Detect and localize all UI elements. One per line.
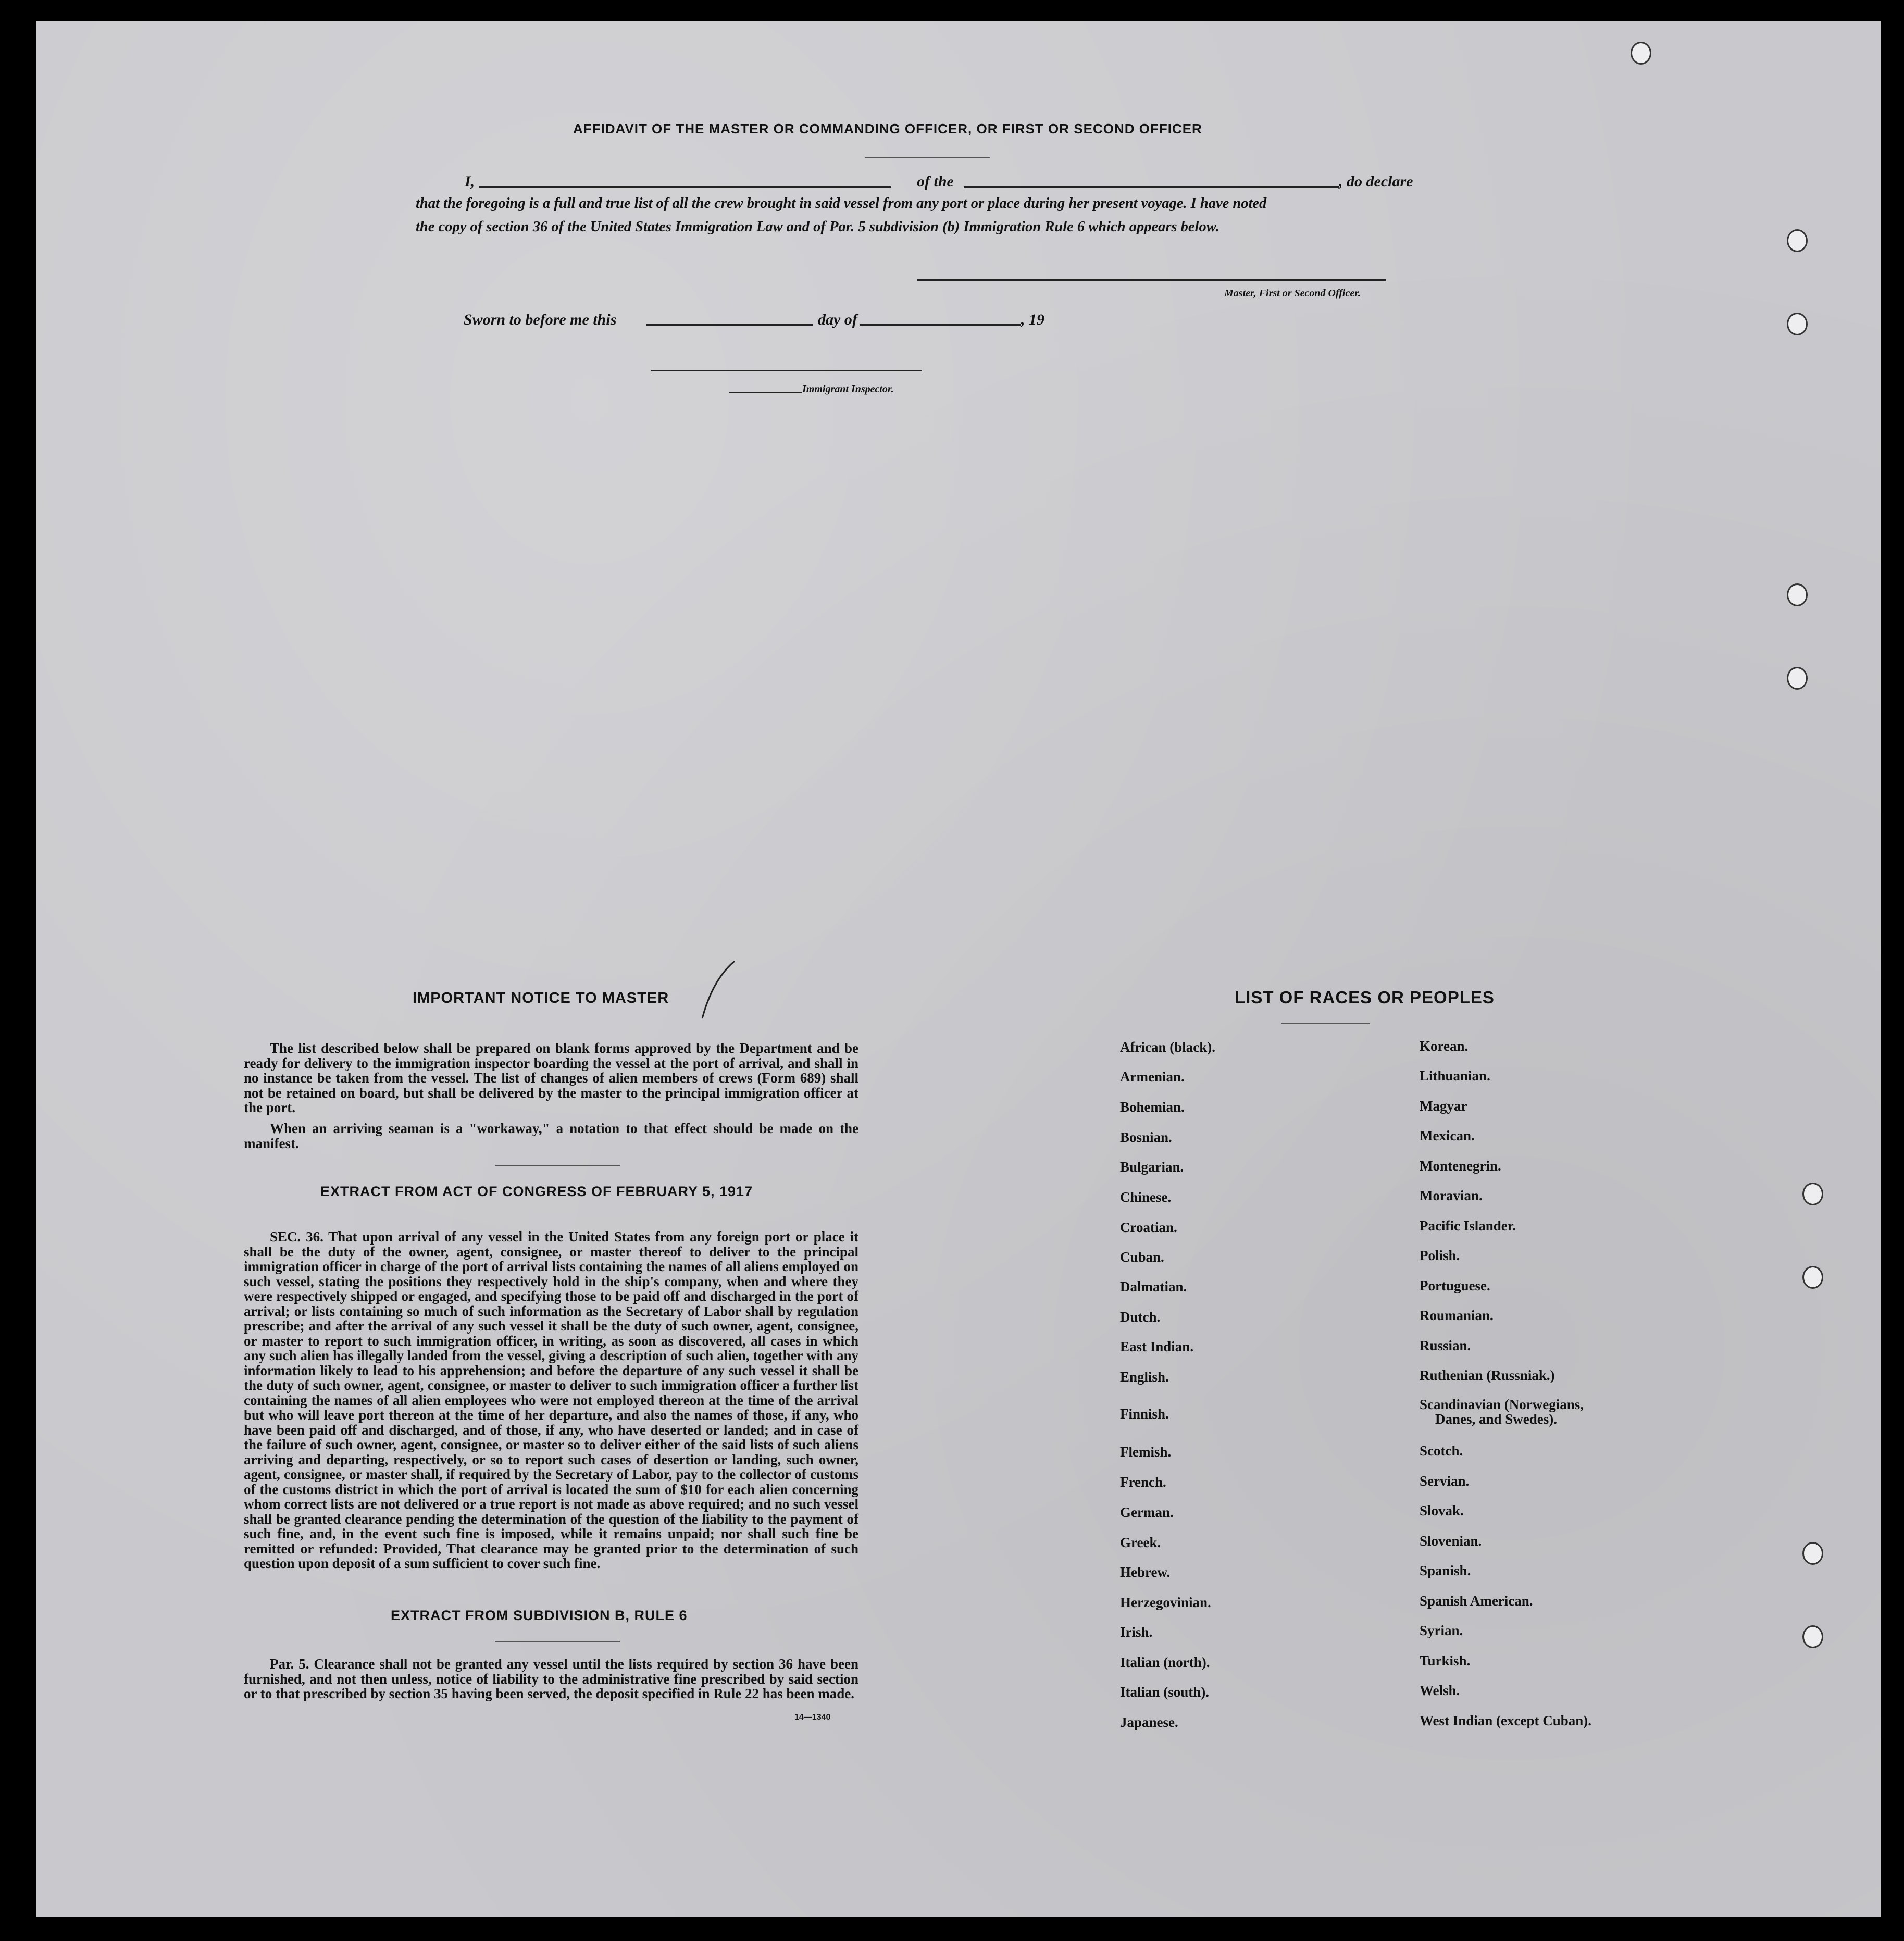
extract-act-title: EXTRACT FROM ACT OF CONGRESS OF FEBRUARY 5, 1917 — [320, 1184, 753, 1199]
race-item: Russian. — [1420, 1338, 1471, 1353]
race-item: Lithuanian. — [1420, 1068, 1490, 1084]
binder-hole — [1802, 1266, 1823, 1289]
race-item: Turkish. — [1420, 1653, 1471, 1669]
race-item: West Indian (except Cuban). — [1420, 1713, 1592, 1728]
races-divider — [1281, 1023, 1370, 1024]
race-item: Armenian. — [1120, 1069, 1185, 1085]
race-item: Moravian. — [1420, 1188, 1483, 1203]
race-item: Servian. — [1420, 1473, 1470, 1489]
race-item: Irish. — [1120, 1624, 1153, 1640]
affidavit-title: AFFIDAVIT OF THE MASTER OR COMMANDING OFFICER, OR FIRST OR SECOND OFFICER — [573, 121, 1202, 136]
race-item: East Indian. — [1120, 1339, 1194, 1354]
sworn-month-field[interactable] — [860, 324, 1021, 326]
affidavit-line-3: the copy of section 36 of the United States Immigration Law and of Par. 5 subdivision (b) Immigration Rule 6 which appears below. — [416, 219, 1219, 235]
race-item: Syrian. — [1420, 1623, 1463, 1638]
affidavit-of-the-label: of the — [917, 173, 954, 190]
race-item: Cuban. — [1120, 1249, 1164, 1265]
race-item: Korean. — [1420, 1038, 1469, 1054]
notice-paragraph-1 — [244, 1041, 858, 1115]
extract-rule-title: EXTRACT FROM SUBDIVISION B, RULE 6 — [391, 1608, 688, 1623]
race-item-cont: Danes, and Swedes). — [1435, 1411, 1558, 1427]
sworn-label: Sworn to before me this — [464, 311, 617, 328]
race-item: German. — [1120, 1504, 1174, 1520]
race-item: Roumanian. — [1420, 1308, 1494, 1323]
extract-rule-divider — [495, 1641, 620, 1642]
race-item: Bohemian. — [1120, 1099, 1185, 1115]
inspector-label: Immigrant Inspector. — [802, 383, 894, 395]
title-divider — [865, 157, 990, 158]
binder-hole — [1631, 42, 1651, 65]
vessel-name-field[interactable] — [964, 186, 1339, 188]
race-item: Ruthenian (Russniak.) — [1420, 1367, 1555, 1383]
binder-hole — [1802, 1183, 1823, 1205]
race-item: Finnish. — [1120, 1406, 1169, 1422]
binder-hole — [1802, 1625, 1823, 1648]
extract-rule-body: Par. 5. Clearance shall not be granted any vessel until the lists required by section 36 have been furnished, and not then unless, notice of liability to the administrative fine prescribed by said section or to that prescribed by section 35 having been served, the deposit specified in Rule 22 has been made. — [244, 1656, 858, 1701]
race-item: Polish. — [1420, 1248, 1460, 1263]
race-item: Spanish American. — [1420, 1593, 1533, 1609]
master-signature-line[interactable] — [917, 279, 1386, 281]
race-item: Croatian. — [1120, 1220, 1177, 1235]
sworn-year-label: , 19 — [1021, 311, 1044, 328]
race-item: Welsh. — [1420, 1683, 1460, 1698]
race-item: Scandinavian (Norwegians, — [1420, 1397, 1584, 1412]
race-item: Slovak. — [1420, 1503, 1464, 1519]
inspector-signature-line[interactable] — [651, 370, 922, 371]
race-item: African (black). — [1120, 1039, 1215, 1055]
declarant-name-field[interactable] — [479, 186, 891, 188]
binder-hole — [1787, 229, 1808, 252]
notice-paragraph-1-text: The list described below shall be prepared on blank forms approved by the Department and be ready for delivery to the immigration inspector boarding the vessel at the port of arrival, and shall in no instance be taken from the vessel. The list of changes of alien members of crews (Form 689) shall not be retained on board, but shall be delivered by the master to the principal immigration officer at the port. — [244, 1040, 858, 1115]
master-signature-label: Master, First or Second Officer. — [1224, 288, 1361, 299]
pen-mark — [698, 959, 740, 1021]
race-item: Montenegrin. — [1420, 1158, 1501, 1174]
inspector-prefix-line — [729, 392, 802, 393]
race-item: Italian (south). — [1120, 1684, 1210, 1700]
binder-hole — [1787, 583, 1808, 606]
notice-paragraph-2-text: When an arriving seaman is a "workaway," a notation to that effect should be made on the manifest. — [244, 1121, 858, 1151]
binder-hole — [1802, 1542, 1823, 1565]
race-item: Bosnian. — [1120, 1129, 1172, 1145]
race-item: Mexican. — [1420, 1128, 1475, 1143]
extract-rule-text — [244, 1657, 858, 1701]
race-item: Magyar — [1420, 1098, 1467, 1114]
race-item: Chinese. — [1120, 1189, 1172, 1205]
race-item: Italian (north). — [1120, 1654, 1210, 1670]
race-item: English. — [1120, 1369, 1169, 1385]
extract-act-body: SEC. 36. That upon arrival of any vessel in the United States from any foreign port or place it shall be the duty of the owner, agent, consignee, or master thereof to deliver to the principal immigration officer in charge of the port of arrival lists containing the names of all aliens employed on such vessel, stating the positions they respectively hold in the ship's company, when and where they were respectively shipped or engaged, and specifying those to be paid off and discharged in the port of arrival; or lists containing so much of such information as the Secretary of Labor shall by regulation prescribe; and after the arrival of any such vessel it shall be the duty of such owner, agent, consignee, or master to report to such immigration officer, in writing, as soon as discovered, all cases in which any such alien has illegally landed from the vessel, giving a description of such alien, together with any information likely to lead to his apprehension; and before the departure of any such vessel it shall be the duty of such owner, agent, consignee, or master to deliver to such immigration officer a further list containing the names of all alien employees who were not employed thereon at the time of the arrival but who will leave port thereon at the time of her departure, and also the names of those, if any, who have been paid off and discharged, and of those, if any, who have deserted or landed; and in case of the failure of such owner, agent, consignee, or master so to deliver either of the said lists of such aliens arriving and departing, respectively, or so to report such cases of desertion or landing, such owner, agent, consignee, or master shall, if required by the Secretary of Labor, pay to the collector of customs of the customs district in which the port of arrival is located the sum of $10 for each alien concerning whom correct lists are not delivered or a true report is not made as above required; and no such vessel shall be granted clearance pending the determination of the question of the liability to the payment of such fine, and, in the event such fine is imposed, while it remains unpaid; nor shall such fine be remitted or refunded: Provided, That clearance may be granted prior to the determination of such question upon deposit of a sum sufficient to cover such fine. — [244, 1229, 858, 1571]
notice-paragraph-2 — [244, 1121, 858, 1151]
race-item: Japanese. — [1120, 1714, 1178, 1730]
race-item: Greek. — [1120, 1535, 1161, 1550]
notice-divider — [495, 1165, 620, 1166]
form-number: 14—1340 — [794, 1713, 831, 1722]
race-item: Dalmatian. — [1120, 1279, 1187, 1295]
extract-act-text — [244, 1229, 858, 1571]
race-item: Spanish. — [1420, 1563, 1471, 1578]
race-item: French. — [1120, 1474, 1166, 1490]
race-item: Slovenian. — [1420, 1533, 1482, 1549]
affidavit-i-label: I, — [465, 173, 475, 190]
race-item: Scotch. — [1420, 1443, 1463, 1459]
race-item: Flemish. — [1120, 1444, 1172, 1460]
binder-hole — [1787, 667, 1808, 690]
race-item: Portuguese. — [1420, 1278, 1490, 1293]
sworn-day-field[interactable] — [646, 324, 813, 326]
race-item: Hebrew. — [1120, 1564, 1171, 1580]
race-item: Pacific Islander. — [1420, 1218, 1516, 1234]
binder-hole — [1787, 313, 1808, 335]
race-item: Bulgarian. — [1120, 1159, 1184, 1175]
sworn-day-of-label: day of — [818, 311, 857, 328]
document-page — [36, 21, 1881, 1917]
notice-title: IMPORTANT NOTICE TO MASTER — [413, 990, 669, 1006]
affidavit-declare-label: , do declare — [1339, 173, 1413, 190]
race-item: Dutch. — [1120, 1309, 1161, 1325]
affidavit-line-2: that the foregoing is a full and true list of all the crew brought in said vessel from any port or place during her present voyage. I have noted — [416, 195, 1267, 211]
races-title: LIST OF RACES OR PEOPLES — [1235, 988, 1495, 1007]
race-item: Herzegovinian. — [1120, 1595, 1211, 1610]
